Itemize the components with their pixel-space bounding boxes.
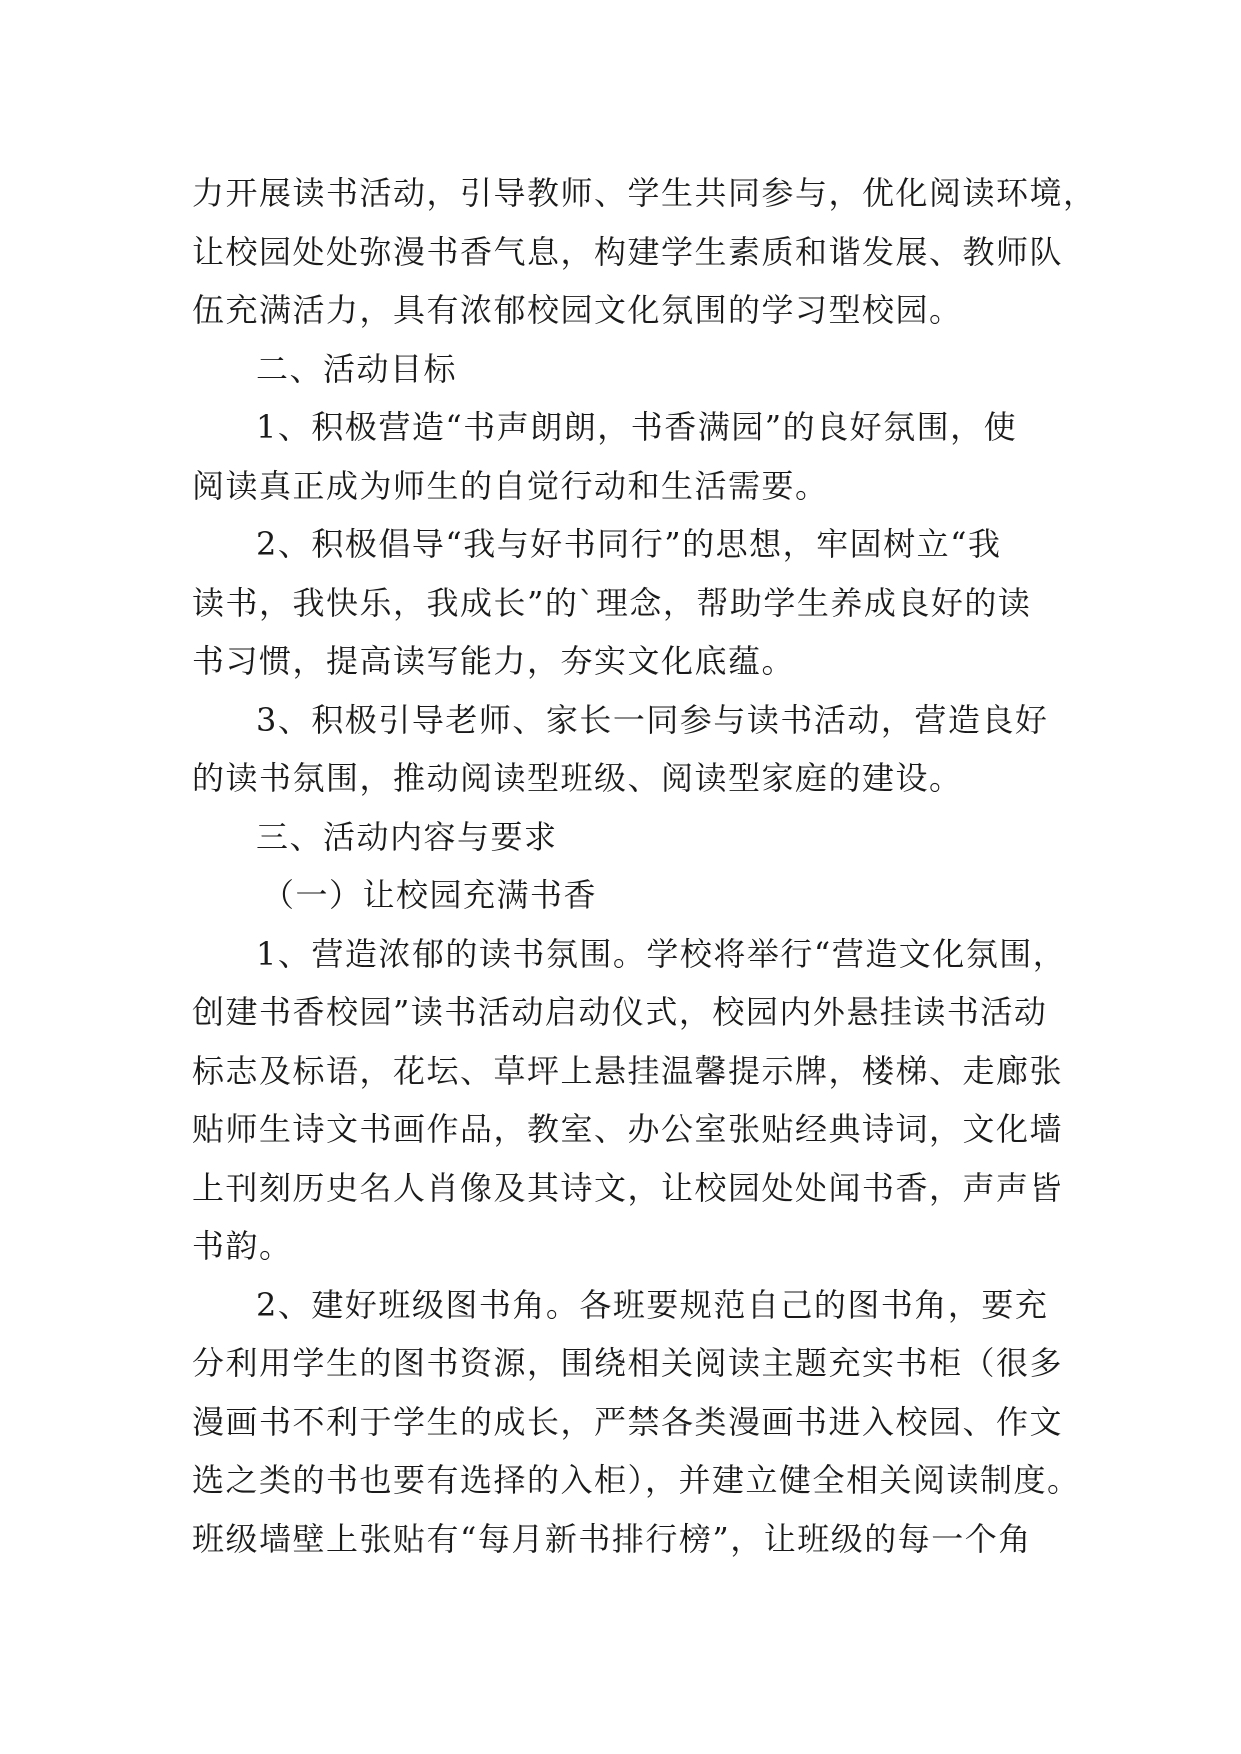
text-line: 上刊刻历史名人肖像及其诗文，让校园处处闻书香，声声皆 — [192, 1168, 1064, 1207]
text-line: 选之类的书也要有选择的入柜），并建立健全相关阅读制度。 — [192, 1461, 1081, 1499]
text-line: 1、积极营造“书声朗朗，书香满园”的良好氛围，使 — [256, 408, 1018, 446]
section-heading: 二、活动目标 — [256, 349, 458, 388]
text-line: 伍充满活力，具有浓郁校园文化氛围的学习型校园。 — [192, 291, 963, 329]
section-heading: 三、活动内容与要求 — [256, 817, 558, 856]
text-line: 书习惯，提高读写能力，夯实文化底蕴。 — [192, 642, 796, 680]
text-line: 分利用学生的图书资源，围绕相关阅读主题充实书柜（很多 — [192, 1344, 1064, 1382]
text-line: 1、营造浓郁的读书氛围。学校将举行“营造文化氛围， — [256, 934, 1067, 973]
text-line: 3、积极引导老师、家长一同参与读书活动，营造良好 — [256, 700, 1049, 739]
text-line: 读书，我快乐，我成长”的`理念，帮助学生养成良好的读 — [192, 583, 1032, 622]
subsection-heading: （一）让校园充满书香 — [262, 876, 598, 914]
text-line: 力开展读书活动，引导教师、学生共同参与，优化阅读环境， — [192, 174, 1097, 212]
text-line: 漫画书不利于学生的成长，严禁各类漫画书进入校园、作文 — [192, 1402, 1064, 1441]
text-line: 2、积极倡导“我与好书同行”的思想，牢固树立“我 — [256, 525, 1002, 563]
text-line: 2、建好班级图书角。各班要规范自己的图书角，要充 — [256, 1285, 1049, 1324]
text-line: 书韵。 — [192, 1227, 293, 1265]
text-line: 的读书氛围，推动阅读型班级、阅读型家庭的建设。 — [192, 759, 963, 797]
text-line: 创建书香校园”读书活动启动仪式，校园内外悬挂读书活动 — [192, 993, 1048, 1031]
text-line: 贴师生诗文书画作品，教室、办公室张贴经典诗词，文化墙 — [192, 1110, 1064, 1148]
text-line: 班级墙壁上张贴有“每月新书排行榜”，让班级的每一个角 — [192, 1519, 1032, 1558]
document-body — [192, 164, 1097, 1568]
text-line: 阅读真正成为师生的自觉行动和生活需要。 — [192, 466, 829, 505]
text-line: 让校园处处弥漫书香气息，构建学生素质和谐发展、教师队 — [192, 232, 1064, 271]
text-line: 标志及标语，花坛、草坪上悬挂温馨提示牌，楼梯、走廊张 — [192, 1051, 1064, 1090]
